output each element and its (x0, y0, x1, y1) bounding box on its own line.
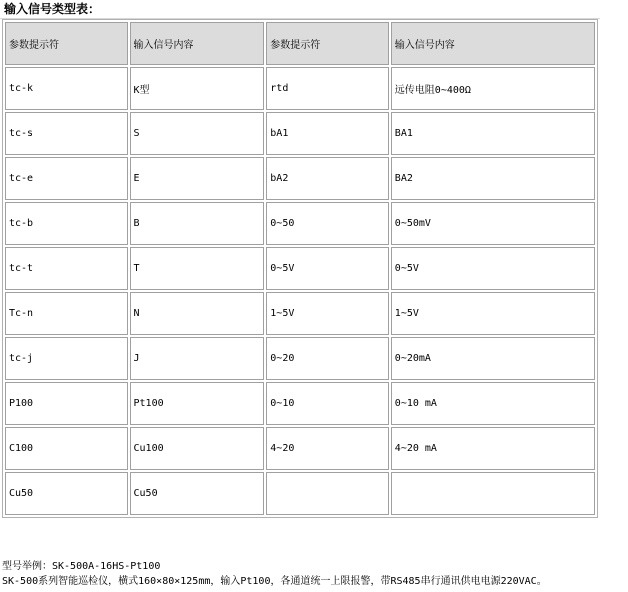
table-cell: 0~5V (391, 247, 595, 290)
table-cell: E (130, 157, 265, 200)
table-row (5, 157, 595, 200)
table-cell: tc-b (5, 202, 128, 245)
column-header: 输入信号内容 (391, 22, 595, 65)
table-cell: BA1 (391, 112, 595, 155)
table-row (5, 67, 595, 110)
table-cell: BA2 (391, 157, 595, 200)
table-cell: tc-s (5, 112, 128, 155)
table-cell: 0~5V (266, 247, 389, 290)
table-row (5, 247, 595, 290)
table-cell: C100 (5, 427, 128, 470)
input-signal-type-table (2, 19, 598, 518)
table-cell: rtd (266, 67, 389, 110)
table-cell: tc-k (5, 67, 128, 110)
table-row (5, 292, 595, 335)
table-cell: K型 (130, 67, 265, 110)
table-cell: 0~50 (266, 202, 389, 245)
table-cell: 远传电阻0~400Ω (391, 67, 595, 110)
table-cell: 0~20 (266, 337, 389, 380)
table-cell: 1~5V (266, 292, 389, 335)
table-cell: S (130, 112, 265, 155)
table-cell: Cu50 (5, 472, 128, 515)
table-cell: bA2 (266, 157, 389, 200)
table-cell: Cu100 (130, 427, 265, 470)
column-header: 输入信号内容 (130, 22, 265, 65)
table-row (5, 202, 595, 245)
table-row (5, 472, 595, 515)
table-row (5, 112, 595, 155)
table-cell: 4~20 (266, 427, 389, 470)
table-cell: tc-t (5, 247, 128, 290)
table-cell: 0~10 mA (391, 382, 595, 425)
table-cell (266, 472, 389, 515)
table-header-row (5, 22, 595, 65)
table-cell: N (130, 292, 265, 335)
table-row (5, 337, 595, 380)
table-row (5, 382, 595, 425)
column-header: 参数提示符 (266, 22, 389, 65)
table-cell: tc-e (5, 157, 128, 200)
table-row (5, 427, 595, 470)
table-cell: 0~50mV (391, 202, 595, 245)
table-cell: 0~10 (266, 382, 389, 425)
table-cell: 4~20 mA (391, 427, 595, 470)
table-cell: Pt100 (130, 382, 265, 425)
page-title: 输入信号类型表： (4, 2, 101, 16)
product-description-text: SK-500系列智能巡检仪，横式160×80×125mm，输入Pt100，各通道统一上限报警，带RS485串行通讯供电电源220VAC。 (2, 576, 547, 587)
table-cell: P100 (5, 382, 128, 425)
table-cell: 0~20mA (391, 337, 595, 380)
table-cell: bA1 (266, 112, 389, 155)
table-cell: 1~5V (391, 292, 595, 335)
model-example-text: 型号举例：SK-500A-16HS-Pt100 (2, 561, 161, 572)
table-cell: tc-j (5, 337, 128, 380)
table-cell: Cu50 (130, 472, 265, 515)
table-cell (391, 472, 595, 515)
column-header: 参数提示符 (5, 22, 128, 65)
table-cell: B (130, 202, 265, 245)
table-cell: Tc-n (5, 292, 128, 335)
table-cell: T (130, 247, 265, 290)
table-cell: J (130, 337, 265, 380)
